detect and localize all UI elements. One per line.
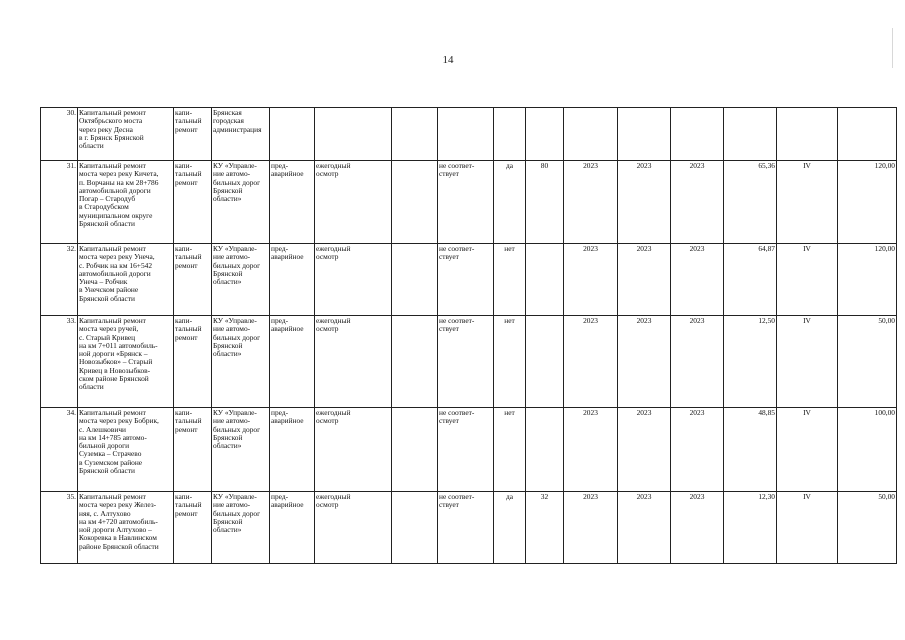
work-type-cell: капи- тальный ремонт: [174, 408, 212, 492]
object-cell: Капитальный ремонт моста через реку Унеча, с. Робчик на км 16+542 автомобильной дороги Унеча – Робчик в Унечском районе Брянской области: [78, 244, 174, 316]
table-row: [41, 161, 897, 244]
table-row: [41, 492, 897, 564]
inspection-cell: ежегодный осмотр: [315, 161, 392, 244]
row-number: 34.: [41, 408, 78, 492]
table-row: [41, 244, 897, 316]
year-cell: [671, 108, 724, 161]
cost-cell: 12,30: [724, 492, 777, 564]
flag-cell: [494, 108, 526, 161]
row-number: 31.: [41, 161, 78, 244]
inspection-cell: ежегодный осмотр: [315, 244, 392, 316]
quarter-cell: IV: [777, 316, 838, 408]
empty-cell: [392, 161, 438, 244]
condition-cell: [270, 108, 315, 161]
standard-cell: [438, 108, 494, 161]
table-row: [41, 408, 897, 492]
standard-cell: не соответ- ствует: [438, 408, 494, 492]
flag-cell: нет: [494, 244, 526, 316]
flag-cell: да: [494, 161, 526, 244]
quarter-cell: IV: [777, 492, 838, 564]
amount-cell: [838, 108, 897, 161]
amount-cell: 120,00: [838, 244, 897, 316]
object-cell: Капитальный ремонт моста через реку Кичета, п. Ворчаны на км 28+786 автомобильной дороги Погар – Стародуб в Стародубском муниципальном округе Брянской области: [78, 161, 174, 244]
inspection-cell: ежегодный осмотр: [315, 408, 392, 492]
cost-cell: 65,36: [724, 161, 777, 244]
customer-cell: КУ «Управле- ние автомо- бильных дорог Брянской области»: [212, 492, 270, 564]
object-cell: Капитальный ремонт моста через реку Бобрик, с. Алешковичи на км 14+785 автомо- бильной дороги Суземка – Страчево в Суземском районе Брянской области: [78, 408, 174, 492]
row-number: 33.: [41, 316, 78, 408]
cost-cell: [724, 108, 777, 161]
table-row: [41, 108, 897, 161]
amount-cell: 50,00: [838, 492, 897, 564]
condition-cell: пред- аварийное: [270, 161, 315, 244]
year-cell: 2023: [564, 161, 618, 244]
value-cell: [526, 108, 564, 161]
cost-cell: 64,87: [724, 244, 777, 316]
year-cell: 2023: [618, 492, 671, 564]
inspection-cell: ежегодный осмотр: [315, 316, 392, 408]
amount-cell: 120,00: [838, 161, 897, 244]
quarter-cell: IV: [777, 408, 838, 492]
year-cell: 2023: [671, 244, 724, 316]
year-cell: 2023: [671, 492, 724, 564]
customer-cell: КУ «Управле- ние автомо- бильных дорог Брянской области»: [212, 316, 270, 408]
scan-mark: [892, 28, 893, 68]
table-row: [41, 316, 897, 408]
year-cell: 2023: [564, 244, 618, 316]
standard-cell: не соответ- ствует: [438, 316, 494, 408]
year-cell: [564, 108, 618, 161]
empty-cell: [392, 244, 438, 316]
cost-cell: 48,85: [724, 408, 777, 492]
value-cell: [526, 408, 564, 492]
customer-cell: КУ «Управле- ние автомо- бильных дорог Брянской области»: [212, 244, 270, 316]
year-cell: 2023: [618, 161, 671, 244]
year-cell: 2023: [671, 161, 724, 244]
value-cell: 80: [526, 161, 564, 244]
cost-cell: 12,50: [724, 316, 777, 408]
condition-cell: пред- аварийное: [270, 316, 315, 408]
year-cell: [618, 108, 671, 161]
year-cell: 2023: [564, 492, 618, 564]
condition-cell: пред- аварийное: [270, 244, 315, 316]
quarter-cell: [777, 108, 838, 161]
work-type-cell: капи- тальный ремонт: [174, 244, 212, 316]
year-cell: 2023: [564, 408, 618, 492]
row-number: 35.: [41, 492, 78, 564]
amount-cell: 100,00: [838, 408, 897, 492]
year-cell: 2023: [618, 316, 671, 408]
customer-cell: Брянская городская администрация: [212, 108, 270, 161]
row-number: 30.: [41, 108, 78, 161]
value-cell: 32: [526, 492, 564, 564]
quarter-cell: IV: [777, 161, 838, 244]
standard-cell: не соответ- ствует: [438, 492, 494, 564]
year-cell: 2023: [671, 408, 724, 492]
customer-cell: КУ «Управле- ние автомо- бильных дорог Брянской области»: [212, 408, 270, 492]
inspection-cell: [315, 108, 392, 161]
work-type-cell: капи- тальный ремонт: [174, 108, 212, 161]
flag-cell: нет: [494, 408, 526, 492]
empty-cell: [392, 316, 438, 408]
year-cell: 2023: [671, 316, 724, 408]
value-cell: [526, 316, 564, 408]
amount-cell: 50,00: [838, 316, 897, 408]
object-cell: Капитальный ремонт Октябрьского моста через реку Десна в г. Брянск Брянской области: [78, 108, 174, 161]
flag-cell: да: [494, 492, 526, 564]
quarter-cell: IV: [777, 244, 838, 316]
flag-cell: нет: [494, 316, 526, 408]
value-cell: [526, 244, 564, 316]
work-type-cell: капи- тальный ремонт: [174, 492, 212, 564]
empty-cell: [392, 108, 438, 161]
empty-cell: [392, 408, 438, 492]
standard-cell: не соответ- ствует: [438, 161, 494, 244]
year-cell: 2023: [564, 316, 618, 408]
object-cell: Капитальный ремонт моста через реку Желез- няя, с. Алтухово на км 4+720 автомобиль- ной дороги Алтухово – Кокоревка в Навлинском районе Брянской области: [78, 492, 174, 564]
customer-cell: КУ «Управле- ние автомо- бильных дорог Брянской области»: [212, 161, 270, 244]
page-number: 14: [442, 54, 454, 66]
standard-cell: не соответ- ствует: [438, 244, 494, 316]
bridge-repair-table: [40, 107, 897, 564]
year-cell: 2023: [618, 408, 671, 492]
work-type-cell: капи- тальный ремонт: [174, 316, 212, 408]
year-cell: 2023: [618, 244, 671, 316]
condition-cell: пред- аварийное: [270, 408, 315, 492]
empty-cell: [392, 492, 438, 564]
work-type-cell: капи- тальный ремонт: [174, 161, 212, 244]
inspection-cell: ежегодный осмотр: [315, 492, 392, 564]
object-cell: Капитальный ремонт моста через ручей, с. Старый Кривец на км 7+011 автомобиль- ной дороги «Брянск – Новозыбков» – Старый Кривец в Новозыбков- ском районе Брянской области: [78, 316, 174, 408]
condition-cell: пред- аварийное: [270, 492, 315, 564]
row-number: 32.: [41, 244, 78, 316]
